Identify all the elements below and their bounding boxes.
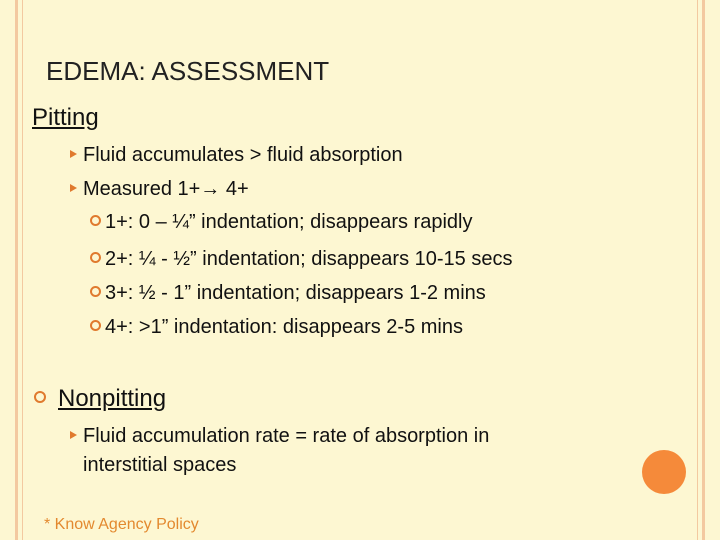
arrow-bullet-icon: [70, 150, 77, 158]
ring-bullet-icon: [90, 286, 101, 297]
grade-text: 4+: >1” indentation: disappears 2-5 mins: [105, 316, 463, 338]
nonpitting-item-line-1: [70, 424, 489, 448]
grade-text: 3+: ½ - 1” indentation; disappears 1-2 mins: [105, 282, 486, 304]
ring-bullet-icon: [90, 320, 101, 331]
grade-1: [90, 210, 472, 234]
ring-bullet-icon: [90, 252, 101, 263]
nonpitting-item-line-2: interstitial spaces: [83, 454, 237, 476]
ring-bullet-icon: [34, 391, 46, 403]
pitting-item-2: [70, 177, 249, 201]
grade-3: [90, 281, 486, 305]
grade-2: [90, 247, 512, 271]
pitting-item-text: Measured 1+→ 4+: [83, 178, 249, 200]
grade-text: 1+: 0 – ¼” indentation; disappears rapidly: [105, 211, 473, 233]
nonpitting-item-text: Fluid accumulation rate = rate of absorption in: [83, 425, 490, 447]
arrow-bullet-icon: [70, 184, 77, 192]
decorative-circle: [642, 450, 686, 494]
footnote: * Know Agency Policy: [44, 516, 199, 533]
border-line-right-outer: [702, 0, 705, 540]
arrow-bullet-icon: [70, 431, 77, 439]
slide-title: EDEMA: ASSESSMENT: [46, 56, 330, 86]
border-line-right-inner: [697, 0, 698, 540]
grade-4: [90, 315, 463, 339]
pitting-heading: Pitting: [32, 104, 99, 131]
pitting-item-1: [70, 143, 403, 167]
border-line-left-outer: [15, 0, 18, 540]
pitting-item-text: Fluid accumulates > fluid absorption: [83, 144, 403, 166]
ring-bullet-icon: [90, 215, 101, 226]
nonpitting-heading: Nonpitting: [58, 385, 167, 412]
grade-text: 2+: ¼ - ½” indentation; disappears 10-15 secs: [105, 248, 513, 270]
border-line-left-inner: [22, 0, 23, 540]
nonpitting-heading-row: [34, 385, 166, 413]
